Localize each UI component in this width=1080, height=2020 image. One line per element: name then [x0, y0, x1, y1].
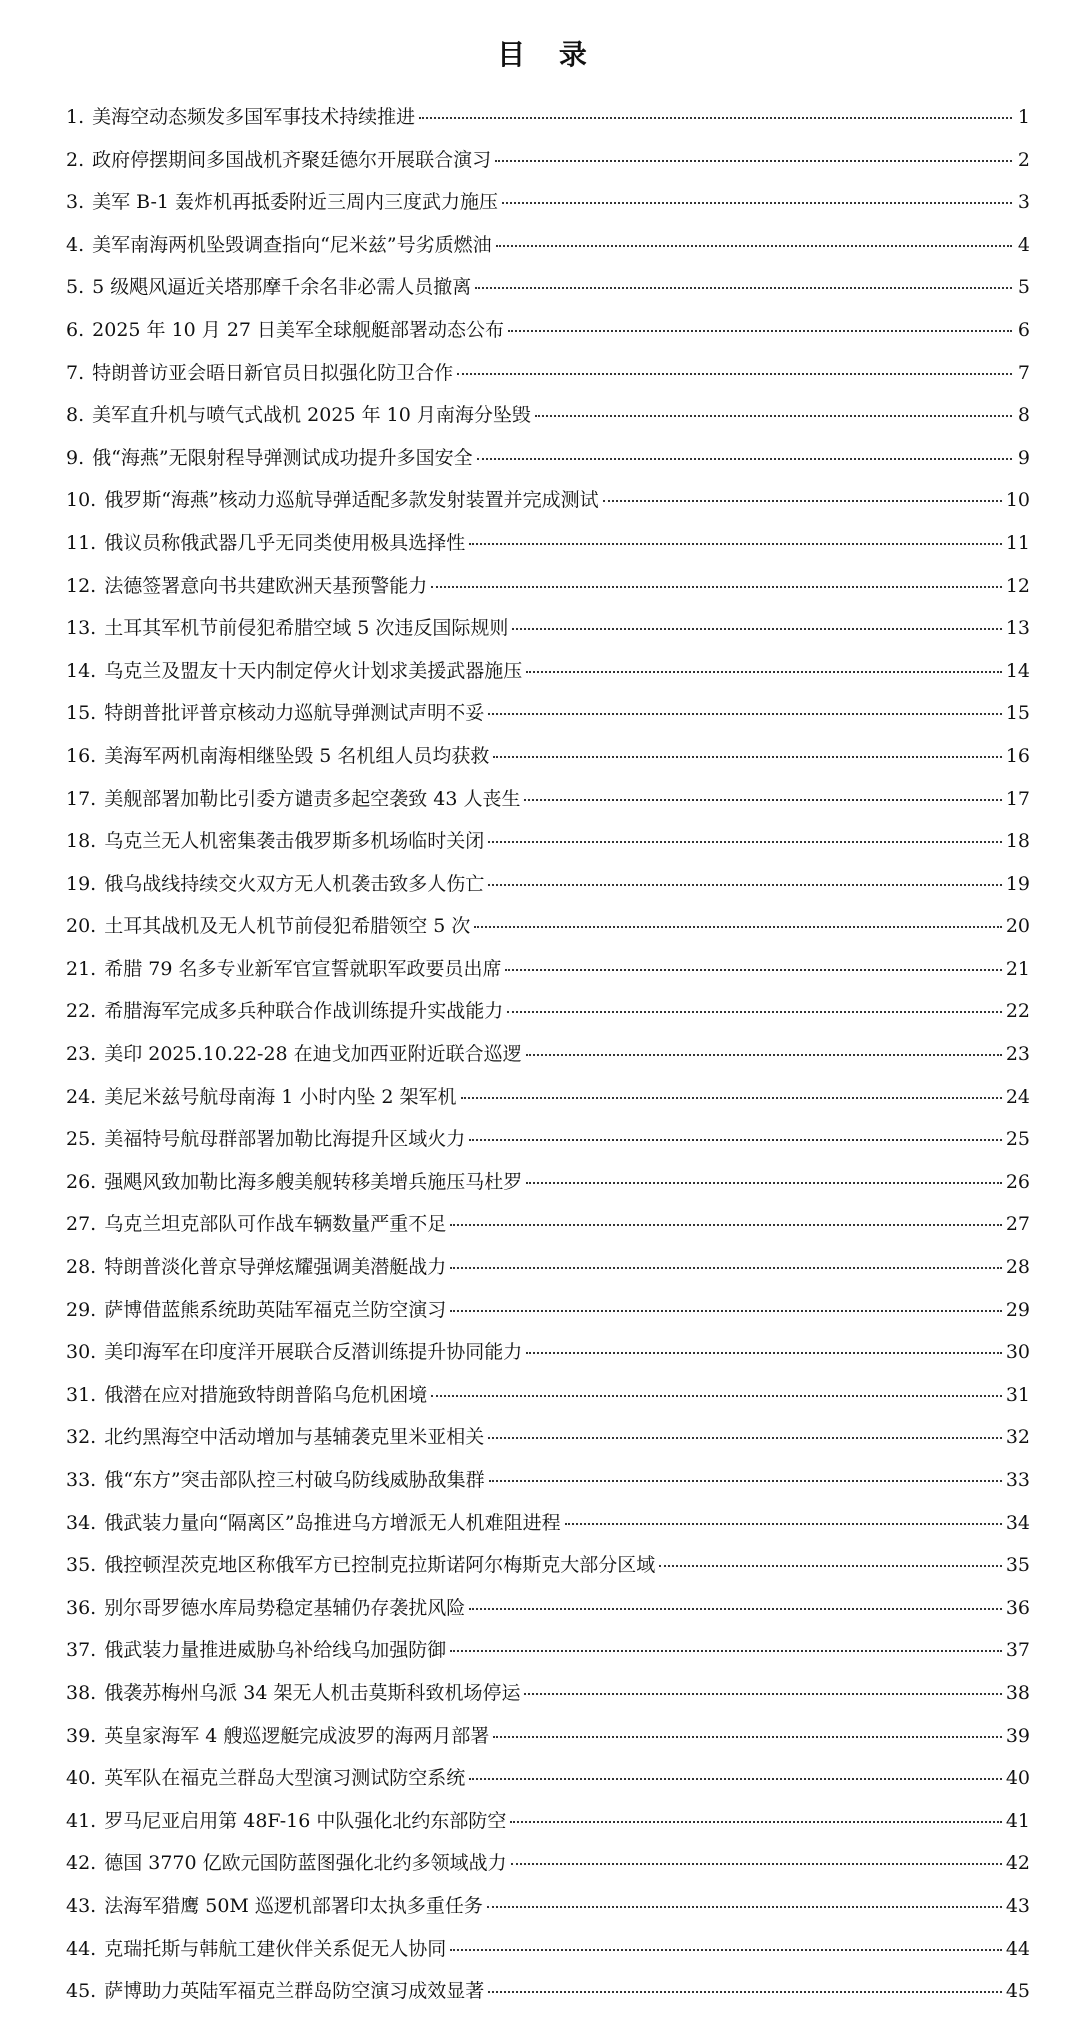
- toc-entry[interactable]: [66, 826, 1030, 869]
- toc-entry-number: 5.: [66, 276, 85, 299]
- toc-dot-leader: [510, 1821, 1001, 1823]
- toc-entry-title[interactable]: 德国 3770 亿欧元国防蓝图强化北约多领域战力: [104, 1852, 507, 1875]
- toc-dot-leader: [469, 1608, 1002, 1610]
- toc-entry-title[interactable]: 俄“海燕”无限射程导弹测试成功提升多国安全: [92, 446, 473, 469]
- toc-entry[interactable]: [66, 1593, 1030, 1636]
- toc-entry-page-number: 22: [1005, 1000, 1030, 1023]
- toc-entry-number: 38.: [66, 1681, 97, 1704]
- toc-entry-page-number: 18: [1005, 830, 1030, 853]
- toc-dot-leader: [565, 1523, 1002, 1525]
- toc-entry-page-number: 42: [1005, 1852, 1030, 1875]
- toc-entry-title[interactable]: 俄武装力量推进威胁乌补给线乌加强防御: [104, 1639, 447, 1662]
- toc-entry-number: 32.: [66, 1426, 97, 1449]
- toc-entry-page-number: 37: [1005, 1639, 1030, 1662]
- toc-dot-leader: [493, 756, 1001, 758]
- toc-entry[interactable]: [66, 1976, 1030, 2019]
- toc-dot-leader: [507, 1011, 1002, 1013]
- toc-entry-number: 1.: [66, 106, 85, 128]
- toc-entry-title[interactable]: 北约黑海空中活动增加与基辅袭克里米亚相关: [104, 1426, 485, 1449]
- toc-dot-leader: [524, 799, 1001, 801]
- toc-entry[interactable]: [66, 1082, 1030, 1125]
- toc-entry[interactable]: [66, 443, 1030, 486]
- toc-entry[interactable]: [66, 272, 1030, 315]
- toc-entry-title[interactable]: 土耳其战机及无人机节前侵犯希腊领空 5 次: [104, 915, 471, 938]
- toc-dot-leader: [450, 1224, 1002, 1226]
- toc-entry[interactable]: [66, 145, 1030, 188]
- toc-entry-title[interactable]: 美尼米兹号航母南海 1 小时内坠 2 架军机: [104, 1085, 457, 1108]
- toc-entry-title[interactable]: 特朗普批评普京核动力巡航导弹测试声明不妥: [104, 702, 485, 725]
- toc-entry[interactable]: [66, 1721, 1030, 1764]
- toc-entry-number: 12.: [66, 574, 97, 597]
- toc-entry-page-number: 14: [1005, 659, 1030, 682]
- toc-dot-leader: [508, 330, 1012, 332]
- toc-entry-page-number: 38: [1005, 1681, 1030, 1704]
- toc-entry[interactable]: [66, 1295, 1030, 1338]
- toc-dot-leader: [502, 202, 1012, 204]
- toc-entry-title[interactable]: 土耳其军机节前侵犯希腊空域 5 次违反国际规则: [104, 617, 509, 640]
- toc-entry-page-number: 20: [1005, 915, 1030, 938]
- toc-dot-leader: [488, 884, 1002, 886]
- toc-entry[interactable]: [66, 571, 1030, 614]
- toc-entry-number: 41.: [66, 1809, 97, 1832]
- toc-entry-page-number: 29: [1005, 1298, 1030, 1321]
- toc-entry[interactable]: [66, 1806, 1030, 1849]
- toc-entry-number: 6.: [66, 318, 85, 341]
- toc-entry-number: 36.: [66, 1596, 97, 1619]
- toc-entry-page-number: 12: [1005, 574, 1030, 597]
- toc-dot-leader: [477, 458, 1012, 460]
- toc-dot-leader: [526, 1182, 1002, 1184]
- toc-entry-page-number: 45: [1005, 1980, 1030, 2003]
- toc-entry-page-number: 6: [1017, 318, 1030, 341]
- toc-entry[interactable]: [66, 869, 1030, 912]
- toc-entry-number: 39.: [66, 1724, 97, 1747]
- toc-entry-title[interactable]: 俄罗斯“海燕”核动力巡航导弹适配多款发射装置并完成测试: [104, 489, 599, 512]
- toc-entry-page-number: 41: [1005, 1809, 1030, 1832]
- toc-entry-title[interactable]: 美军南海两机坠毁调查指向“尼米兹”号劣质燃油: [92, 233, 492, 256]
- toc-dot-leader: [450, 1650, 1002, 1652]
- toc-entry-number: 11.: [66, 531, 97, 554]
- toc-entry[interactable]: [66, 741, 1030, 784]
- toc-dot-leader: [526, 671, 1002, 673]
- toc-entry-page-number: 24: [1005, 1085, 1030, 1108]
- toc-entry-title[interactable]: 萨博助力英陆军福克兰群岛防空演习成效显著: [104, 1980, 485, 2003]
- toc-entry[interactable]: [66, 1891, 1030, 1934]
- toc-entry-number: 22.: [66, 1000, 97, 1023]
- toc-entry-title[interactable]: 5 级飓风逼近关塔那摩千余名非必需人员撤离: [92, 276, 472, 299]
- toc-dot-leader: [659, 1565, 1002, 1567]
- toc-dot-leader: [603, 500, 1002, 502]
- toc-dot-leader: [431, 1395, 1002, 1397]
- toc-entry-page-number: 15: [1005, 702, 1030, 725]
- toc-entry-number: 44.: [66, 1937, 97, 1960]
- toc-entry-title[interactable]: 强飓风致加勒比海多艘美舰转移美增兵施压马杜罗: [104, 1170, 523, 1193]
- toc-entry[interactable]: [66, 1337, 1030, 1380]
- toc-dot-leader: [431, 586, 1002, 588]
- toc-entry-page-number: 43: [1005, 1894, 1030, 1917]
- toc-entry-page-number: 39: [1005, 1724, 1030, 1747]
- toc-entry-number: 4.: [66, 233, 85, 256]
- toc-dot-leader: [487, 1906, 1002, 1908]
- toc-entry-title[interactable]: 俄控顿涅茨克地区称俄军方已控制克拉斯诺阿尔梅斯克大部分区域: [104, 1554, 656, 1577]
- toc-dot-leader: [526, 1352, 1002, 1354]
- toc-entry-title[interactable]: 俄乌战线持续交火双方无人机袭击致多人伤亡: [104, 872, 485, 895]
- toc-entry-title[interactable]: 俄议员称俄武器几乎无同类使用极具选择性: [104, 531, 466, 554]
- toc-entry-page-number: 19: [1005, 872, 1030, 895]
- toc-entry-title[interactable]: 萨博借蓝熊系统助英陆军福克兰防空演习: [104, 1298, 447, 1321]
- toc-entry-page-number: 17: [1005, 787, 1030, 810]
- toc-entry-number: 19.: [66, 872, 97, 895]
- toc-entry[interactable]: [66, 528, 1030, 571]
- toc-entry-title[interactable]: 美海军两机南海相继坠毁 5 名机组人员均获救: [104, 744, 490, 767]
- toc-entry[interactable]: [66, 1848, 1030, 1891]
- toc-entry-title[interactable]: 俄武装力量向“隔离区”岛推进乌方增派无人机难阻进程: [104, 1511, 561, 1534]
- toc-entry-page-number: 1: [1017, 106, 1030, 128]
- toc-entry[interactable]: [66, 102, 1030, 145]
- toc-entry[interactable]: [66, 1209, 1030, 1252]
- toc-entry-number: 37.: [66, 1639, 97, 1662]
- toc-entry-number: 21.: [66, 957, 97, 980]
- toc-title: 目 录: [497, 38, 599, 71]
- toc-entry-number: 13.: [66, 617, 97, 640]
- toc-entry[interactable]: [66, 358, 1030, 401]
- toc-entry-number: 40.: [66, 1767, 97, 1790]
- toc-entry[interactable]: [66, 485, 1030, 528]
- toc-entry-number: 27.: [66, 1213, 97, 1236]
- toc-dot-leader: [469, 1139, 1002, 1141]
- toc-dot-leader: [457, 373, 1012, 375]
- toc-entry[interactable]: [66, 1678, 1030, 1721]
- toc-entry-number: 16.: [66, 744, 97, 767]
- toc-entry[interactable]: [66, 1635, 1030, 1678]
- toc-dot-leader: [419, 117, 1012, 119]
- toc-entry-number: 25.: [66, 1128, 97, 1151]
- toc-entry-number: 7.: [66, 361, 85, 384]
- toc-entry-title[interactable]: 罗马尼亚启用第 48F-16 中队强化北约东部防空: [104, 1809, 507, 1832]
- toc-entry-number: 17.: [66, 787, 97, 810]
- toc-entry-page-number: 32: [1005, 1426, 1030, 1449]
- toc-entry-title[interactable]: 特朗普淡化普京导弹炫耀强调美潜艇战力: [104, 1256, 447, 1279]
- toc-entry[interactable]: [66, 1124, 1030, 1167]
- toc-entry-page-number: 28: [1005, 1256, 1030, 1279]
- toc-dot-leader: [526, 1054, 1002, 1056]
- toc-entry[interactable]: [66, 1763, 1030, 1806]
- toc-entry[interactable]: [66, 1422, 1030, 1465]
- toc-entry-title[interactable]: 法海军猎鹰 50M 巡逻机部署印太执多重任务: [104, 1894, 483, 1917]
- toc-entry[interactable]: [66, 400, 1030, 443]
- toc-entry-number: 26.: [66, 1170, 97, 1193]
- toc-entry-title[interactable]: 特朗普访亚会晤日新官员日拟强化防卫合作: [92, 361, 454, 384]
- toc-entry-title[interactable]: 美海空动态频发多国军事技术持续推进: [92, 106, 416, 128]
- toc-entry-title[interactable]: 俄“东方”突击部队控三村破乌防线威胁敌集群: [104, 1469, 485, 1491]
- toc-entry-page-number: 21: [1005, 957, 1030, 980]
- toc-entry-title[interactable]: 希腊海军完成多兵种联合作战训练提升实战能力: [104, 1000, 504, 1023]
- toc-dot-leader: [450, 1949, 1002, 1951]
- toc-dot-leader: [469, 1778, 1002, 1780]
- toc-entry-number: 15.: [66, 702, 97, 725]
- toc-entry-title[interactable]: 美印 2025.10.22-28 在迪戈加西亚附近联合巡逻: [104, 1043, 522, 1066]
- toc-dot-leader: [493, 1736, 1001, 1738]
- toc-dot-leader: [488, 713, 1002, 715]
- toc-entry-title[interactable]: 乌克兰及盟友十天内制定停火计划求美援武器施压: [104, 659, 523, 682]
- toc-dot-leader: [450, 1267, 1002, 1269]
- toc-entry-title[interactable]: 英皇家海军 4 艘巡逻艇完成波罗的海两月部署: [104, 1724, 490, 1747]
- toc-entry-page-number: 27: [1005, 1213, 1030, 1236]
- toc-entry-page-number: 2: [1017, 148, 1030, 171]
- toc-entry-title[interactable]: 别尔哥罗德水库局势稳定基辅仍存袭扰风险: [104, 1596, 466, 1619]
- toc-entry-page-number: 40: [1005, 1767, 1030, 1790]
- toc-entry-number: 3.: [66, 191, 85, 214]
- toc-entry[interactable]: [66, 698, 1030, 741]
- toc-list: [66, 102, 1030, 2019]
- toc-entry-page-number: 9: [1017, 446, 1030, 469]
- toc-entry-title[interactable]: 美舰部署加勒比引委方谴责多起空袭致 43 人丧生: [104, 787, 521, 810]
- toc-entry-title[interactable]: 法德签署意向书共建欧洲天基预警能力: [104, 574, 428, 597]
- toc-entry[interactable]: [66, 1039, 1030, 1082]
- toc-entry-title[interactable]: 乌克兰坦克部队可作战车辆数量严重不足: [104, 1213, 447, 1236]
- toc-dot-leader: [511, 1863, 1002, 1865]
- toc-dot-leader: [488, 841, 1002, 843]
- toc-dot-leader: [450, 1310, 1002, 1312]
- toc-entry-number: 9.: [66, 446, 85, 469]
- toc-entry-number: 33.: [66, 1469, 97, 1491]
- toc-dot-leader: [488, 1991, 1002, 1993]
- toc-entry-number: 14.: [66, 659, 97, 682]
- toc-entry-number: 30.: [66, 1341, 97, 1364]
- toc-entry[interactable]: [66, 1508, 1030, 1551]
- toc-entry-title[interactable]: 美军直升机与喷气式战机 2025 年 10 月南海分坠毁: [92, 404, 531, 427]
- toc-entry[interactable]: [66, 1167, 1030, 1210]
- toc-entry-page-number: 8: [1017, 404, 1030, 427]
- toc-entry[interactable]: [66, 784, 1030, 827]
- toc-entry-title[interactable]: 英军队在福克兰群岛大型演习测试防空系统: [104, 1767, 466, 1790]
- toc-entry[interactable]: [66, 1934, 1030, 1977]
- toc-entry-number: 20.: [66, 915, 97, 938]
- toc-entry-page-number: 3: [1017, 191, 1030, 214]
- toc-dot-leader: [474, 926, 1001, 928]
- toc-entry-number: 35.: [66, 1554, 97, 1577]
- toc-dot-leader: [505, 969, 1001, 971]
- toc-entry-page-number: 11: [1005, 531, 1030, 554]
- toc-entry[interactable]: [66, 1252, 1030, 1295]
- toc-entry[interactable]: [66, 230, 1030, 273]
- toc-entry-page-number: 25: [1005, 1128, 1030, 1151]
- toc-entry-page-number: 30: [1005, 1341, 1030, 1364]
- toc-dot-leader: [488, 1437, 1002, 1439]
- toc-entry-page-number: 23: [1005, 1043, 1030, 1066]
- toc-entry-number: 43.: [66, 1894, 97, 1917]
- toc-entry-page-number: 36: [1005, 1596, 1030, 1619]
- toc-dot-leader: [535, 415, 1012, 417]
- toc-entry[interactable]: [66, 954, 1030, 997]
- toc-entry-number: 18.: [66, 830, 97, 853]
- toc-dot-leader: [512, 628, 1001, 630]
- toc-entry-page-number: 4: [1017, 233, 1030, 256]
- toc-entry[interactable]: [66, 911, 1030, 954]
- toc-entry-number: 8.: [66, 404, 85, 427]
- toc-entry-number: 10.: [66, 489, 97, 512]
- toc-entry-page-number: 34: [1005, 1511, 1030, 1534]
- toc-entry-page-number: 5: [1017, 276, 1030, 299]
- toc-entry-page-number: 10: [1005, 489, 1030, 512]
- toc-entry-title[interactable]: 政府停摆期间多国战机齐聚廷德尔开展联合演习: [92, 148, 492, 171]
- toc-entry-page-number: 13: [1005, 617, 1030, 640]
- toc-entry-title[interactable]: 希腊 79 名多专业新军官宣誓就职军政要员出席: [104, 957, 502, 980]
- toc-dot-leader: [489, 1480, 1002, 1482]
- toc-entry-page-number: 44: [1005, 1937, 1030, 1960]
- toc-entry[interactable]: [66, 1465, 1030, 1508]
- toc-entry-number: 29.: [66, 1298, 97, 1321]
- toc-entry-page-number: 35: [1005, 1554, 1030, 1577]
- toc-entry-number: 24.: [66, 1085, 97, 1108]
- toc-entry-page-number: 16: [1005, 744, 1030, 767]
- toc-entry-title[interactable]: 俄袭苏梅州乌派 34 架无人机击莫斯科致机场停运: [104, 1681, 521, 1704]
- toc-dot-leader: [496, 245, 1012, 247]
- toc-entry-number: 23.: [66, 1043, 97, 1066]
- toc-entry-title[interactable]: 2025 年 10 月 27 日美军全球舰艇部署动态公布: [92, 318, 505, 341]
- toc-entry-number: 34.: [66, 1511, 97, 1534]
- toc-dot-leader: [524, 1693, 1001, 1695]
- toc-entry[interactable]: [66, 1380, 1030, 1423]
- toc-dot-leader: [461, 1097, 1002, 1099]
- toc-entry-number: 2.: [66, 148, 85, 171]
- toc-entry-title[interactable]: 美印海军在印度洋开展联合反潜训练提升协同能力: [104, 1341, 523, 1364]
- toc-dot-leader: [469, 543, 1002, 545]
- toc-entry-page-number: 31: [1005, 1383, 1030, 1406]
- toc-entry-page-number: 7: [1017, 361, 1030, 384]
- toc-entry[interactable]: [66, 613, 1030, 656]
- toc-entry-title[interactable]: 乌克兰无人机密集袭击俄罗斯多机场临时关闭: [104, 830, 485, 853]
- toc-entry-number: 28.: [66, 1256, 97, 1279]
- toc-entry-title[interactable]: 克瑞托斯与韩航工建伙伴关系促无人协同: [104, 1937, 447, 1960]
- toc-entry[interactable]: [66, 996, 1030, 1039]
- toc-entry-number: 31.: [66, 1383, 97, 1406]
- toc-entry[interactable]: [66, 1550, 1030, 1593]
- toc-entry-title[interactable]: 美福特号航母群部署加勒比海提升区域火力: [104, 1128, 466, 1151]
- toc-dot-leader: [475, 287, 1012, 289]
- toc-entry-page-number: 26: [1005, 1170, 1030, 1193]
- toc-entry-number: 45.: [66, 1980, 97, 2003]
- toc-entry-number: 42.: [66, 1852, 97, 1875]
- toc-dot-leader: [495, 160, 1012, 162]
- toc-entry[interactable]: [66, 656, 1030, 699]
- toc-entry[interactable]: [66, 315, 1030, 358]
- toc-entry-title[interactable]: 俄潜在应对措施致特朗普陷乌危机困境: [104, 1383, 428, 1406]
- toc-entry[interactable]: [66, 187, 1030, 230]
- toc-entry-title[interactable]: 美军 B-1 轰炸机再抵委附近三周内三度武力施压: [92, 191, 499, 214]
- toc-entry-page-number: 33: [1005, 1469, 1030, 1491]
